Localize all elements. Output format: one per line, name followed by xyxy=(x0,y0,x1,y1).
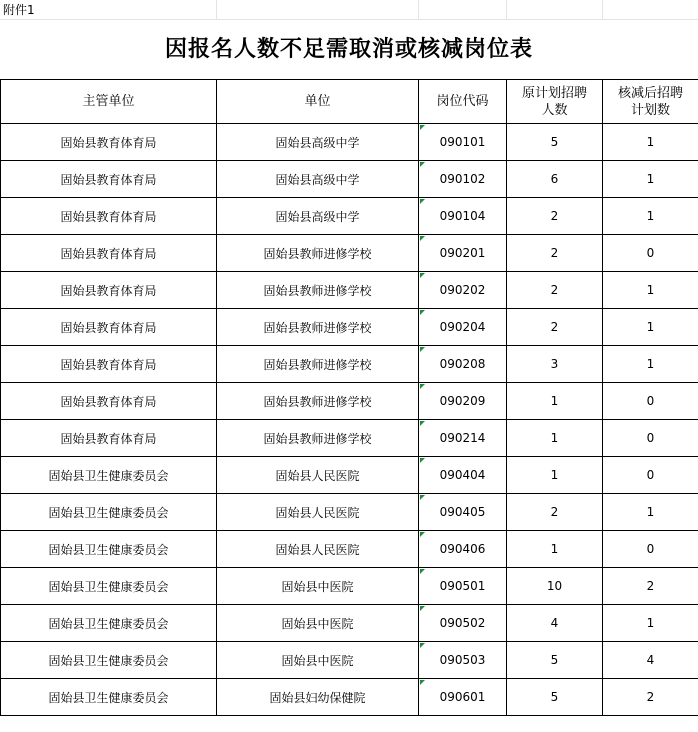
cell-orig[interactable]: 2 xyxy=(507,272,603,309)
table-row xyxy=(1,124,698,161)
cell-code[interactable]: 090209 xyxy=(419,383,507,420)
cell-unit[interactable]: 固始县人民医院 xyxy=(217,494,419,531)
table-row xyxy=(1,346,698,383)
cell-orig[interactable]: 5 xyxy=(507,642,603,679)
cell-after[interactable]: 1 xyxy=(603,124,698,161)
cell-after[interactable]: 0 xyxy=(603,383,698,420)
cell-orig[interactable]: 5 xyxy=(507,679,603,716)
cell-orig[interactable]: 6 xyxy=(507,161,603,198)
cell-dept[interactable]: 固始县教育体育局 xyxy=(1,346,217,383)
cell-unit[interactable]: 固始县教师进修学校 xyxy=(217,346,419,383)
cell-orig[interactable]: 5 xyxy=(507,124,603,161)
cell-dept[interactable]: 固始县教育体育局 xyxy=(1,124,217,161)
table-row xyxy=(1,198,698,235)
cell-orig[interactable]: 2 xyxy=(507,494,603,531)
cell-unit[interactable]: 固始县高级中学 xyxy=(217,124,419,161)
gridline xyxy=(216,0,217,20)
table-row xyxy=(1,420,698,457)
cell-code[interactable]: 090405 xyxy=(419,494,507,531)
cell-orig[interactable]: 1 xyxy=(507,531,603,568)
cell-code[interactable]: 090101 xyxy=(419,124,507,161)
cell-dept[interactable]: 固始县卫生健康委员会 xyxy=(1,642,217,679)
table-row xyxy=(1,642,698,679)
table-row xyxy=(1,457,698,494)
cell-after[interactable]: 1 xyxy=(603,161,698,198)
cell-after[interactable]: 1 xyxy=(603,494,698,531)
cell-code[interactable]: 090104 xyxy=(419,198,507,235)
cell-orig[interactable]: 2 xyxy=(507,198,603,235)
table-row xyxy=(1,679,698,716)
cell-code[interactable]: 090102 xyxy=(419,161,507,198)
cell-dept[interactable]: 固始县教育体育局 xyxy=(1,383,217,420)
cell-orig[interactable]: 4 xyxy=(507,605,603,642)
cell-unit[interactable]: 固始县中医院 xyxy=(217,605,419,642)
cell-code[interactable]: 090503 xyxy=(419,642,507,679)
cell-dept[interactable]: 固始县教育体育局 xyxy=(1,235,217,272)
cell-unit[interactable]: 固始县中医院 xyxy=(217,642,419,679)
cell-code[interactable]: 090501 xyxy=(419,568,507,605)
table-row xyxy=(1,494,698,531)
cell-dept[interactable]: 固始县卫生健康委员会 xyxy=(1,494,217,531)
cell-unit[interactable]: 固始县高级中学 xyxy=(217,198,419,235)
cell-unit[interactable]: 固始县妇幼保健院 xyxy=(217,679,419,716)
table-row xyxy=(1,272,698,309)
cell-unit[interactable]: 固始县人民医院 xyxy=(217,457,419,494)
header-dept[interactable]: 主管单位 xyxy=(1,80,217,124)
cell-unit[interactable]: 固始县教师进修学校 xyxy=(217,272,419,309)
header-after-line2: 计划数 xyxy=(630,102,670,118)
cell-code[interactable]: 090214 xyxy=(419,420,507,457)
header-unit[interactable]: 单位 xyxy=(217,80,419,124)
cell-after[interactable]: 1 xyxy=(603,272,698,309)
cell-code[interactable]: 090502 xyxy=(419,605,507,642)
positions-table xyxy=(0,79,698,716)
header-orig[interactable] xyxy=(507,80,603,124)
cell-after[interactable]: 0 xyxy=(603,457,698,494)
cell-after[interactable]: 1 xyxy=(603,605,698,642)
cell-unit[interactable]: 固始县高级中学 xyxy=(217,161,419,198)
header-after-line1: 核减后招聘 xyxy=(617,85,683,101)
cell-dept[interactable]: 固始县卫生健康委员会 xyxy=(1,679,217,716)
cell-orig[interactable]: 2 xyxy=(507,235,603,272)
attachment-note[interactable]: 附件1 xyxy=(0,0,698,20)
cell-after[interactable]: 0 xyxy=(603,420,698,457)
cell-unit[interactable]: 固始县教师进修学校 xyxy=(217,383,419,420)
cell-after[interactable]: 0 xyxy=(603,531,698,568)
cell-dept[interactable]: 固始县教育体育局 xyxy=(1,420,217,457)
cell-orig[interactable]: 1 xyxy=(507,420,603,457)
gridline xyxy=(506,0,507,20)
table-row xyxy=(1,161,698,198)
cell-dept[interactable]: 固始县教育体育局 xyxy=(1,272,217,309)
cell-dept[interactable]: 固始县卫生健康委员会 xyxy=(1,531,217,568)
cell-code[interactable]: 090208 xyxy=(419,346,507,383)
cell-code[interactable]: 090202 xyxy=(419,272,507,309)
table-row xyxy=(1,309,698,346)
cell-dept[interactable]: 固始县教育体育局 xyxy=(1,309,217,346)
cell-after[interactable]: 2 xyxy=(603,568,698,605)
cell-after[interactable]: 1 xyxy=(603,309,698,346)
cell-after[interactable]: 1 xyxy=(603,346,698,383)
table-body xyxy=(1,124,698,716)
cell-code[interactable]: 090404 xyxy=(419,457,507,494)
gridline xyxy=(418,0,419,20)
cell-unit[interactable]: 固始县教师进修学校 xyxy=(217,235,419,272)
gridline xyxy=(602,0,603,20)
cell-code[interactable]: 090601 xyxy=(419,679,507,716)
cell-code[interactable]: 090204 xyxy=(419,309,507,346)
table-row xyxy=(1,568,698,605)
cell-dept[interactable]: 固始县卫生健康委员会 xyxy=(1,457,217,494)
cell-unit[interactable]: 固始县教师进修学校 xyxy=(217,309,419,346)
cell-after[interactable]: 0 xyxy=(603,235,698,272)
header-orig-line2: 人数 xyxy=(541,102,568,118)
cell-dept[interactable]: 固始县卫生健康委员会 xyxy=(1,605,217,642)
cell-dept[interactable]: 固始县卫生健康委员会 xyxy=(1,568,217,605)
header-row xyxy=(1,80,698,124)
cell-code[interactable]: 090201 xyxy=(419,235,507,272)
cell-after[interactable]: 1 xyxy=(603,198,698,235)
cell-orig[interactable]: 1 xyxy=(507,383,603,420)
cell-orig[interactable]: 10 xyxy=(507,568,603,605)
table-row xyxy=(1,383,698,420)
table-row xyxy=(1,605,698,642)
cell-after[interactable]: 4 xyxy=(603,642,698,679)
header-orig-line1: 原计划招聘 xyxy=(521,85,587,101)
cell-unit[interactable]: 固始县人民医院 xyxy=(217,531,419,568)
sheet-title[interactable]: 因报名人数不足需取消或核减岗位表 xyxy=(164,37,533,62)
table-row xyxy=(1,235,698,272)
header-code[interactable]: 岗位代码 xyxy=(419,80,507,124)
cell-unit[interactable]: 固始县中医院 xyxy=(217,568,419,605)
cell-orig[interactable]: 2 xyxy=(507,309,603,346)
cell-dept[interactable]: 固始县教育体育局 xyxy=(1,161,217,198)
cell-unit[interactable]: 固始县教师进修学校 xyxy=(217,420,419,457)
table-row xyxy=(1,531,698,568)
cell-after[interactable]: 2 xyxy=(603,679,698,716)
cell-code[interactable]: 090406 xyxy=(419,531,507,568)
cell-orig[interactable]: 1 xyxy=(507,457,603,494)
cell-orig[interactable]: 3 xyxy=(507,346,603,383)
cell-dept[interactable]: 固始县教育体育局 xyxy=(1,198,217,235)
header-after[interactable] xyxy=(603,80,698,124)
